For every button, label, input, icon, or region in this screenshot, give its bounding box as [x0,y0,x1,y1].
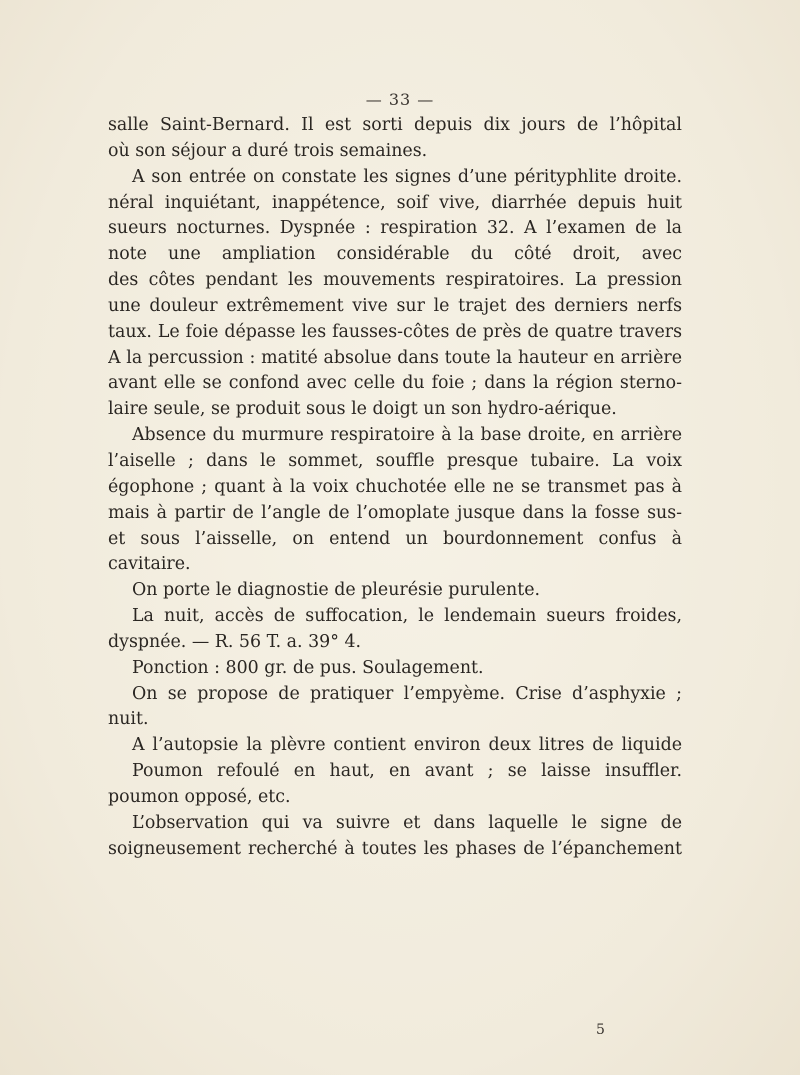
text-line: A son entrée on constate les signes d’une pérityphlite droite. [132,166,682,187]
text-line: des côtes pendant les mouvements respiratoires. La pression [108,270,682,291]
text-line: Poumon refoulé en haut, en avant ; se laisse insuffler. [132,761,682,782]
text-line: une douleur extrêmement vive sur le trajet des derniers nerfs [108,295,682,316]
signature-mark: 5 [596,1022,605,1038]
text-line: On se propose de pratiquer l’empyème. Crise d’asphyxie ; [132,683,682,704]
text-line: nuit. [108,709,149,730]
text-line: avant elle se confond avec celle du foie ; dans la région sterno- [108,373,682,394]
text-line: mais à partir de l’angle de l’omoplate jusque dans la fosse sus- [108,502,682,523]
text-line: Ponction : 800 gr. de pus. Soulagement. [132,657,484,678]
text-line: où son séjour a duré trois semaines. [108,140,428,161]
text-line: note une ampliation considérable du côté droit, avec [108,244,682,265]
text-line: Absence du murmure respiratoire à la base droite, en arrière [132,425,682,446]
text-line: égophone ; quant à la voix chuchotée elle ne se transmet pas à [108,476,682,497]
text-line: On porte le diagnostie de pleurésie purulente. [132,580,541,601]
text-line: néral inquiétant, inappétence, soif vive, diarrhée depuis huit [108,192,682,213]
text-line: taux. Le foie dépasse les fausses-côtes de près de quatre travers [108,321,682,342]
text-line: poumon opposé, etc. [108,786,291,807]
body-text [108,113,682,862]
text-line: A l’autopsie la plèvre contient environ deux litres de liquide [132,735,682,756]
text-line: A la percussion : matité absolue dans toute la hauteur en arrière [108,347,682,368]
text-line: sueurs nocturnes. Dyspnée : respiration 32. A l’examen de la [108,218,682,239]
page-number-header: — 33 — [365,90,435,109]
text-line: et sous l’aisselle, on entend un bourdonnement confus à [108,528,682,549]
text-line: L’observation qui va suivre et dans laquelle le signe de [132,812,682,833]
text-line: La nuit, accès de suffocation, le lendemain sueurs froides, [132,606,682,627]
text-line: laire seule, se produit sous le doigt un son hydro-aérique. [108,399,617,420]
text-line: salle Saint-Bernard. Il est sorti depuis dix jours de l’hôpital [108,115,682,135]
text-line: l’aiselle ; dans le sommet, souffle presque tubaire. La voix [108,450,682,471]
text-line: cavitaire. [108,554,191,575]
text-line: dyspnée. — R. 56 T. a. 39° 4. [108,631,362,652]
text-line: soigneusement recherché à toutes les phases de l’épanchement [108,838,682,859]
